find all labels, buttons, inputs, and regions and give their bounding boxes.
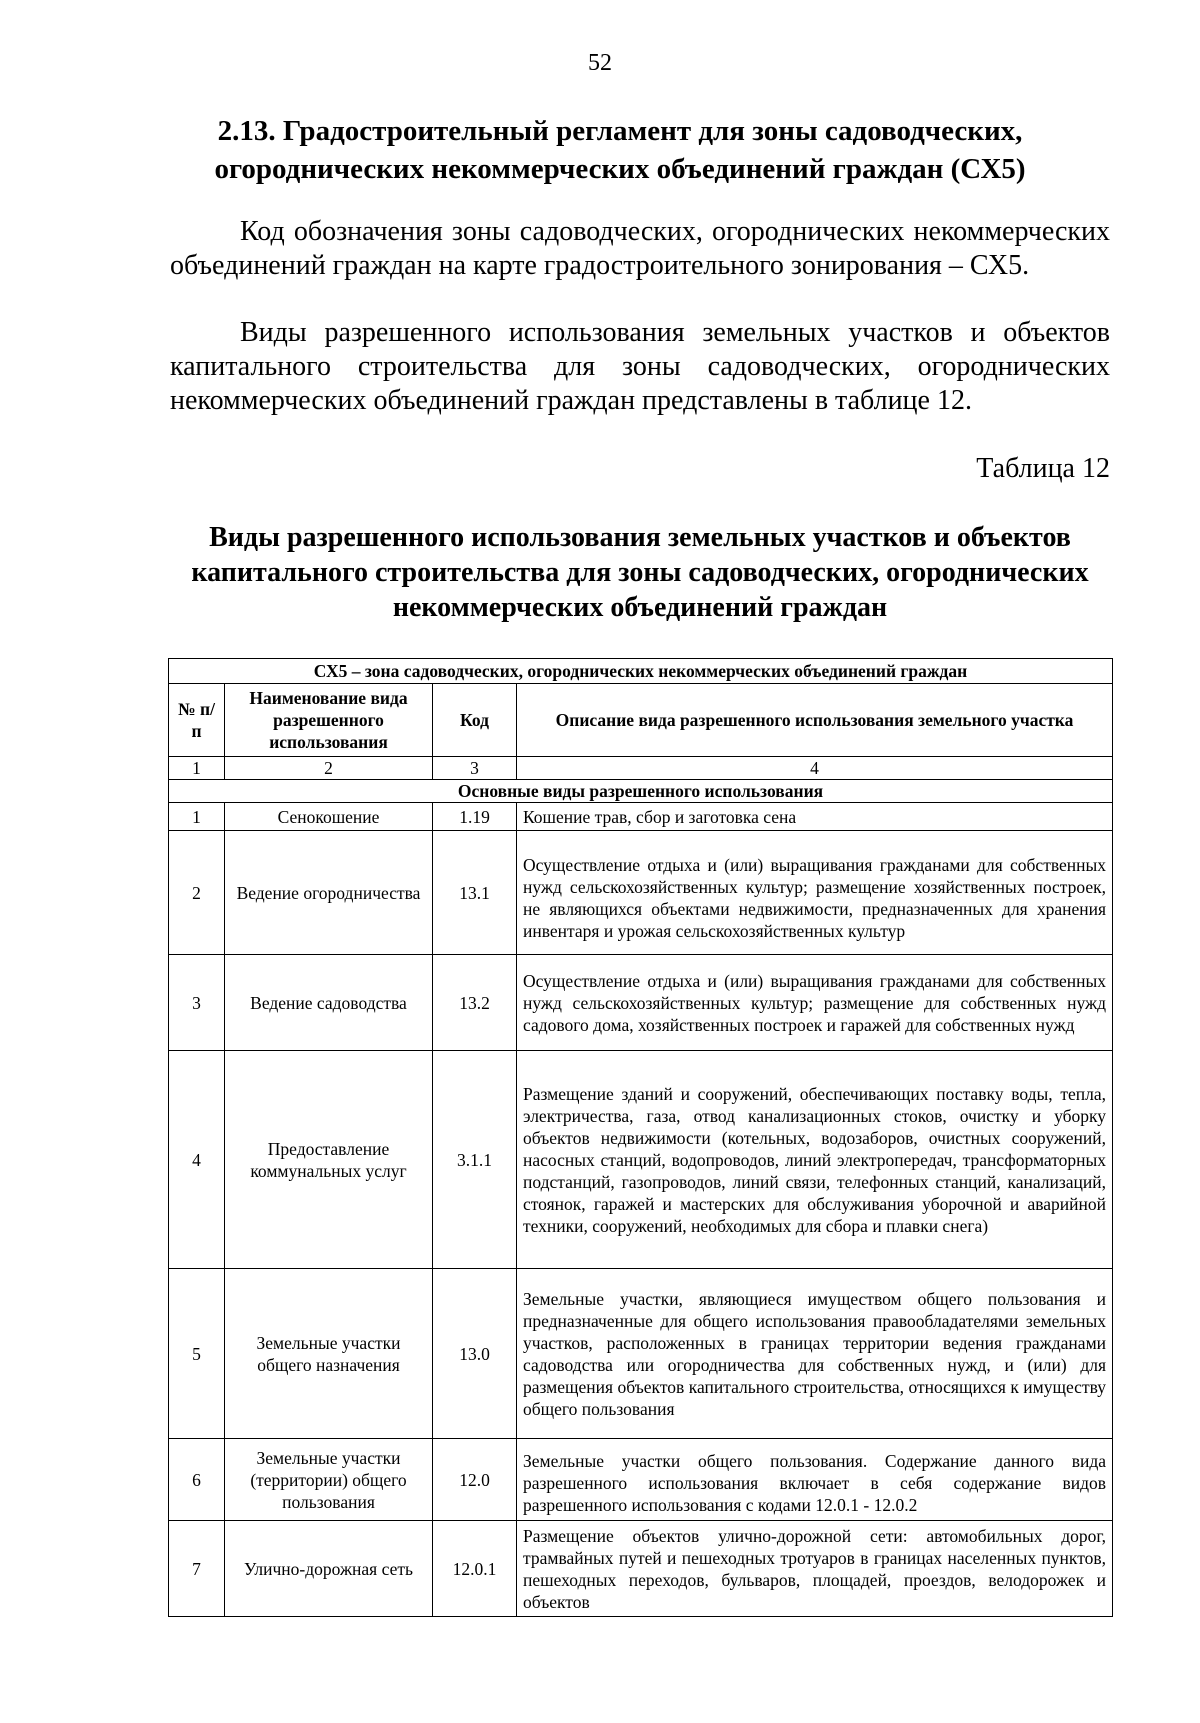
row-number: 6 xyxy=(169,1439,225,1521)
table-title: Виды разрешенного использования земельных участков и объектов капитального строительства для зоны садоводческих, огороднических некоммерческих объединений граждан xyxy=(191,522,1089,623)
header-description: Описание вида разрешенного использования земельного участка xyxy=(517,684,1113,757)
permitted-use-table xyxy=(168,658,1113,1617)
table-caption: Таблица 12 xyxy=(976,453,1110,484)
row-code: 12.0 xyxy=(433,1439,517,1521)
row-description: Земельные участки общего пользования. Содержание данного вида разрешенного использования включает в себя содержание видов разрешенного использования с кодами 12.0.1 - 12.0.2 xyxy=(517,1439,1113,1521)
row-number: 1 xyxy=(169,803,225,831)
table-row xyxy=(169,1269,1113,1439)
column-number: 3 xyxy=(433,757,517,780)
header-name: Наименование вида разрешенного использования xyxy=(225,684,433,757)
row-name: Сенокошение xyxy=(225,803,433,831)
row-name: Земельные участки (территории) общего пользования xyxy=(225,1439,433,1521)
row-number: 7 xyxy=(169,1521,225,1617)
header-code: Код xyxy=(433,684,517,757)
table-row xyxy=(169,803,1113,831)
zone-row xyxy=(169,659,1113,684)
row-name: Ведение садоводства xyxy=(225,955,433,1051)
row-code: 13.0 xyxy=(433,1269,517,1439)
table-row xyxy=(169,831,1113,955)
row-code: 1.19 xyxy=(433,803,517,831)
table-row xyxy=(169,1439,1113,1521)
column-number: 4 xyxy=(517,757,1113,780)
row-name: Улично-дорожная сеть xyxy=(225,1521,433,1617)
row-code: 3.1.1 xyxy=(433,1051,517,1269)
paragraph-permitted-uses: Виды разрешенного использования земельных участков и объектов капитального строительства для зоны садоводческих, огороднических некоммерческих объединений граждан представлены в таблице 12. xyxy=(170,317,1110,416)
row-description: Размещение объектов улично-дорожной сети: автомобильных дорог, трамвайных путей и пешеходных тротуаров в границах населенных пунктов, пешеходных переходов, бульваров, площадей, проездов, велодорожек и объектов xyxy=(517,1521,1113,1617)
row-code: 13.1 xyxy=(433,831,517,955)
row-description: Земельные участки, являющиеся имуществом общего пользования и предназначенные для общего использования правообладателями земельных участков, расположенных в границах территории ведения гражданами садоводства или огородничества для собственных нужд, и (или) для размещения объектов капитального строительства, относящихся к имуществу общего пользования xyxy=(517,1269,1113,1439)
row-number: 3 xyxy=(169,955,225,1051)
paragraph-zone-code: Код обозначения зоны садоводческих, огороднических некоммерческих объединений граждан на карте градостроительного зонирования – СХ5. xyxy=(170,216,1110,281)
page-number: 52 xyxy=(588,50,612,76)
row-name: Предоставление коммунальных услуг xyxy=(225,1051,433,1269)
table-row xyxy=(169,955,1113,1051)
table-row xyxy=(169,1521,1113,1617)
row-number: 4 xyxy=(169,1051,225,1269)
row-code: 12.0.1 xyxy=(433,1521,517,1617)
column-number: 2 xyxy=(225,757,433,780)
group-label: Основные виды разрешенного использования xyxy=(169,780,1113,803)
row-description: Осуществление отдыха и (или) выращивания гражданами для собственных нужд сельскохозяйственных культур; размещение для собственных нужд садового дома, хозяйственных построек и гаражей для собственных нужд xyxy=(517,955,1113,1051)
row-name: Земельные участки общего назначения xyxy=(225,1269,433,1439)
column-number: 1 xyxy=(169,757,225,780)
header-number: № п/п xyxy=(169,684,225,757)
row-number: 2 xyxy=(169,831,225,955)
row-code: 13.2 xyxy=(433,955,517,1051)
row-number: 5 xyxy=(169,1269,225,1439)
table-row xyxy=(169,1051,1113,1269)
column-number-row xyxy=(169,757,1113,780)
zone-row-label: СХ5 – зона садоводческих, огороднических некоммерческих объединений граждан xyxy=(169,659,1113,684)
row-description: Размещение зданий и сооружений, обеспечивающих поставку воды, тепла, электричества, газа, отвод канализационных стоков, очистку и уборку объектов недвижимости (котельных, водозаборов, очистных сооружений, насосных станций, водопроводов, линий электропередач, трансформаторных подстанций, газопроводов, линий связи, телефонных станций, канализаций, стоянок, гаражей и мастерских для обслуживания уборочной и аварийной техники, сооружений, необходимых для сбора и плавки снега) xyxy=(517,1051,1113,1269)
row-description: Осуществление отдыха и (или) выращивания гражданами для собственных нужд сельскохозяйственных культур; размещение хозяйственных построек, не являющихся объектами недвижимости, предназначенных для хранения инвентаря и урожая сельскохозяйственных культур xyxy=(517,831,1113,955)
row-name: Ведение огородничества xyxy=(225,831,433,955)
row-description: Кошение трав, сбор и заготовка сена xyxy=(517,803,1113,831)
section-heading: 2.13. Градостроительный регламент для зоны садоводческих, огороднических некоммерческих объединений граждан (СХ5) xyxy=(214,115,1026,185)
header-row xyxy=(169,684,1113,757)
group-row xyxy=(169,780,1113,803)
